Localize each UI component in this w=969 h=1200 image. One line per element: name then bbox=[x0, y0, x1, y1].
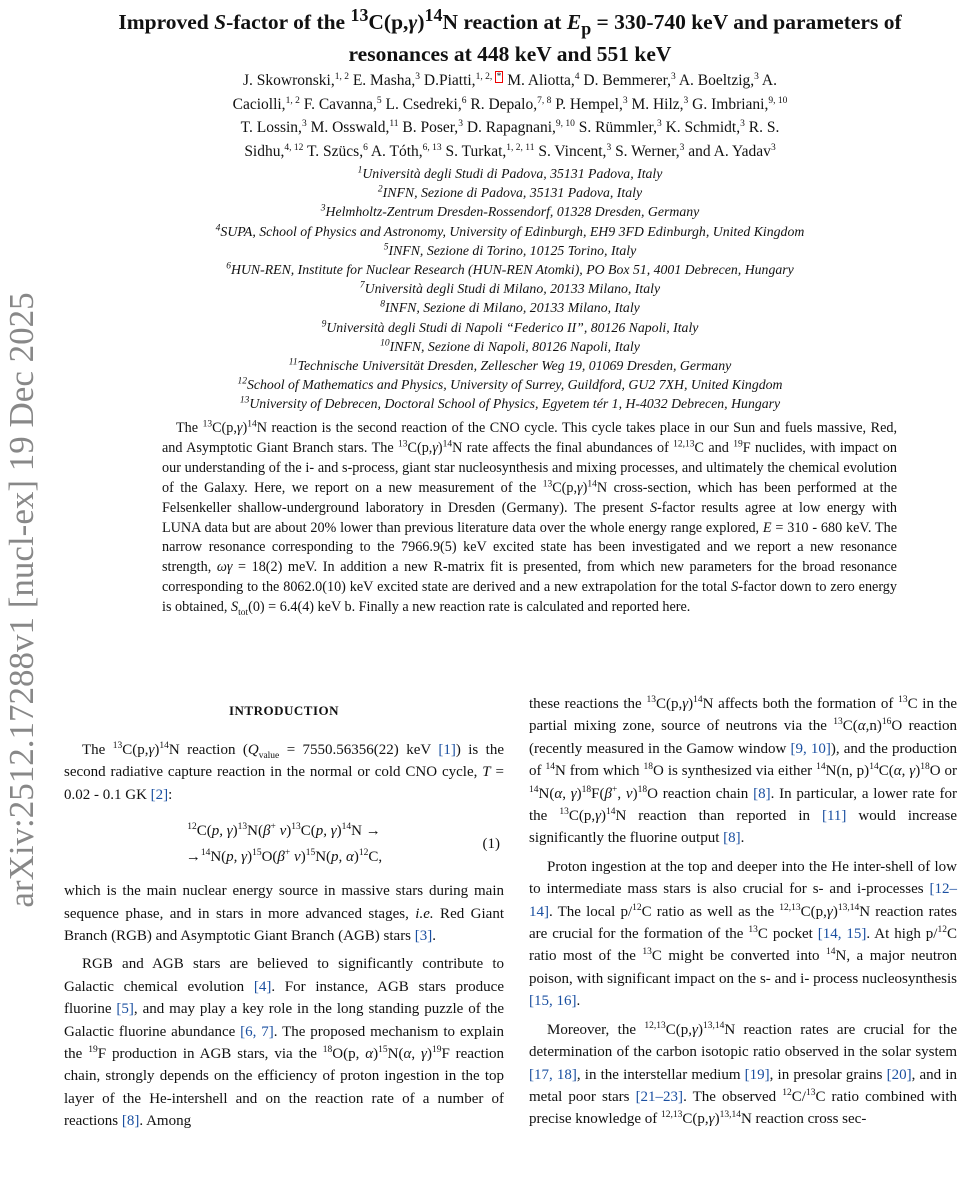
affiliation-item: $^{10}$INFN, Sezione di Napoli, 80126 Napoli, Italy bbox=[380, 338, 640, 354]
affiliation-item: $^5$INFN, Sezione di Torino, 10125 Torino, Italy bbox=[383, 242, 637, 258]
paper-title bbox=[60, 2, 960, 67]
affiliation-item: $^1$Università degli Studi di Padova, 35131 Padova, Italy bbox=[357, 165, 663, 181]
affiliation-item: $^3$Helmholtz-Zentrum Dresden-Rossendorf, 01328 Dresden, Germany bbox=[320, 203, 700, 220]
affiliation-item: $^7$Università degli Studi di Milano, 20133 Milano, Italy bbox=[359, 280, 661, 297]
author-line-4: Sidhu,$^{4, 12}$ T. Szücs,$^6$ A. Tóth,$^{6, 13}$ S. Turkat,$^{1, 2, 11}$ S. Vincent,$^3$ S. Werner,$^3$ and A. Yadav$^3$ bbox=[244, 142, 776, 160]
arxiv-identifier-sidebar bbox=[2, 292, 42, 908]
paragraph: these reactions the $^{13}C(p,\gamma)^{14}N$ affects both the formation of $^{13}$C in the partial mixing zone, source of neutrons via the $^{13}C(\alpha,n)^{16}O$ reaction (recently measured in the Gamow window [9, 10]), and the production of $^{14}$N from which $^{18}$O is synthesized via either $^{14}$N(n, p)$^{14}$C(α, γ)$^{18}$O or $^{14}$N(α, γ)$^{18}$F(β+, ν)$^{18}$O reaction chain [8]. In particular, a lower rate for the $^{13}C(p,\gamma)^{14}N$ reaction than reported in [11] would increase significantly the fluorine output [8]. bbox=[529, 695, 958, 847]
affiliation-item: $^8$INFN, Sezione di Milano, 20133 Milano, Italy bbox=[380, 299, 640, 316]
author-line-3: T. Lossin,$^3$ M. Osswald,$^{11}$ B. Poser,$^3$ D. Rapagnani,$^{9, 10}$ S. Rümmler,$^3$ K. Schmidt,$^3$ R. S. bbox=[240, 118, 780, 136]
affiliation-item: $^6$HUN-REN, Institute for Nuclear Research (HUN-REN Atomki), PO Box 51, 4001 Debrecen, Hungary bbox=[226, 261, 794, 278]
paragraph: Moreover, the $^{12,13}C(p,\gamma)^{13,14}N$ reaction rates are crucial for the determination of the carbon isotopic ratio observed in the solar system [17, 18], in the interstellar medium [19], in presolar grains [20], and in metal poor stars [21–23]. The observed $^{12}$C/$^{13}$C ratio combined with precise knowledge of $^{12,13}C(p,\gamma)^{13,14}N$ reaction cross sec- bbox=[529, 1020, 958, 1128]
equation-line-2: →$^{14}$N(p, γ)$^{15}$O(β+ ν)$^{15}$N(p, α)$^{12}$C, bbox=[185, 848, 383, 866]
title-line-2: resonances at 448 keV and 551 keV bbox=[348, 42, 672, 67]
corresponding-author-mark[interactable]: * bbox=[496, 71, 502, 82]
affiliation-list bbox=[60, 164, 960, 414]
affiliation-item: $^9$Università degli Studi di Napoli “Federico II”, 80126 Napoli, Italy bbox=[321, 319, 699, 335]
equation-1 bbox=[64, 818, 504, 870]
abstract: The $^{13}C(p,\gamma)^{14}N$ reaction is the second reaction of the CNO cycle. This cycle takes place in our Sun and fuels massive, Red, and Asymptotic Giant Branch stars. The $^{13}C(p,\gamma)^{14}N$ rate affects the final abundances of $^{12,13}$C and $^{19}$F nuclides, with impact on our understanding of the i- and s-process, giant star nucleosynthesis and mixing processes, and ultimately the chemical evolution of the Galaxy. Here, we report on a new measurement of the $^{13}C(p,\gamma)^{14}N$ cross-section, which has been performed at the Felsenkeller shallow-underground laboratory in Dresden (Germany). The present S-factor results agree at low energy with LUNA data but are about 20% lower than previous literature data over the whole energy range explored, E = 310 - 680 keV. The narrow resonance corresponding to the 7966.9(5) keV excited state has been investigated and we report a new resonance strength, ωγ = 18(2) meV. In addition a new R-matrix fit is presented, from which new parameters for the broad resonance corresponding to the 8062.0(10) keV excited state are derived and a new extrapolation for the total S-factor down to zero energy is obtained, $S_{tot}(0) = 6.4(4)$ keV b. Finally a new reaction rate is calculated and reported here. bbox=[162, 419, 898, 618]
right-column bbox=[529, 693, 957, 1131]
equation-line-1: $^{12}$C(p, γ)$^{13}$N(β+ ν)$^{13}$C(p, γ)$^{14}$N → bbox=[187, 822, 381, 840]
section-heading: INTRODUCTION bbox=[228, 703, 339, 718]
affiliation-item: $^{11}$Technische Universität Dresden, Zellescher Weg 19, 01069 Dresden, Germany bbox=[288, 357, 732, 374]
affiliation-item: $^{13}$University of Debrecen, Doctoral School of Physics, Egyetem tér 1, H-4032 Debrecen, Hungary bbox=[239, 395, 781, 412]
paragraph: The $^{13}C(p,\gamma)^{14}N$ reaction ($Q_{value} = 7550.56356(22)$ keV [1]) is the second radiative capture reaction in the normal or cold CNO cycle, T = 0.02 - 0.1 GK [2]: bbox=[64, 741, 504, 803]
arxiv-identifier: arXiv:2512.17288v1 [nucl-ex] 19 Dec 2025 bbox=[2, 292, 41, 908]
paragraph: which is the main nuclear energy source in massive stars during main sequence phase, and in stars in more advanced stages, i.e. Red Giant Branch (RGB) and Asymptotic Giant Branch (AGB) stars [3]. bbox=[64, 883, 504, 945]
paragraph: Proton ingestion at the top and deeper into the He inter-shell of low to intermediate mass stars is also crucial for s- and i-processes [12–14]. The local p/$^{12}$C ratio as well as the $^{12,13}C(p,\gamma)^{13,14}N$ reaction rates are crucial for the formation of the $^{13}$C pocket [14, 15]. At high p/$^{12}$C ratio most of the $^{13}$C might be converted into $^{14}$N, a major neutron poison, with significant impact on the s- and i- process nucleosynthesis [15, 16]. bbox=[529, 858, 957, 1010]
affiliation-item: $^2$INFN, Sezione di Padova, 35131 Padova, Italy bbox=[377, 184, 643, 201]
paragraph: RGB and AGB stars are believed to significantly contribute to Galactic chemical evolution [4]. For instance, AGB stars produce fluorine [5], and may play a key role in the long standing puzzle of the Galactic fluorine abundance [6, 7]. The proposed mechanism to explain the $^{19}$F production in AGB stars, via the $^{18}$O(p, α)$^{15}$N(α, γ)$^{19}$F reaction chain, strongly depends on the efficiency of proton ingestion in the top layer of the He-intershell and on the reaction rate of a number of reactions [8]. Among bbox=[64, 956, 504, 1130]
affiliation-item: $^{12}$School of Mathematics and Physics, University of Surrey, Guildford, GU2 7XH, United Kingdom bbox=[237, 376, 783, 393]
author-line-1: J. Skowronski,$^{1, 2}$ E. Masha,$^3$ D.Piatti,$^{1, 2, *}$ M. Aliotta,$^4$ D. Bemmerer,$^3$ A. Boeltzig,$^3$ A. bbox=[242, 71, 777, 89]
author-line-2: Caciolli,$^{1, 2}$ F. Cavanna,$^5$ L. Csedreki,$^6$ R. Depalo,$^{7, 8}$ P. Hempel,$^3$ M. Hilz,$^3$ G. Imbriani,$^{9, 10}$ bbox=[232, 95, 788, 113]
title-line-1: Improved S-factor of the $^{13}C(p,\gamma)^{14}N$ reaction at $E_p = 330-740$ keV and parameters of bbox=[118, 5, 902, 39]
equation-number: (1) bbox=[482, 836, 500, 853]
author-list bbox=[70, 69, 950, 163]
left-column bbox=[64, 700, 504, 1133]
affiliation-item: $^4$SUPA, School of Physics and Astronomy, University of Edinburgh, EH9 3FD Edinburgh, United Kingdom bbox=[215, 223, 805, 239]
